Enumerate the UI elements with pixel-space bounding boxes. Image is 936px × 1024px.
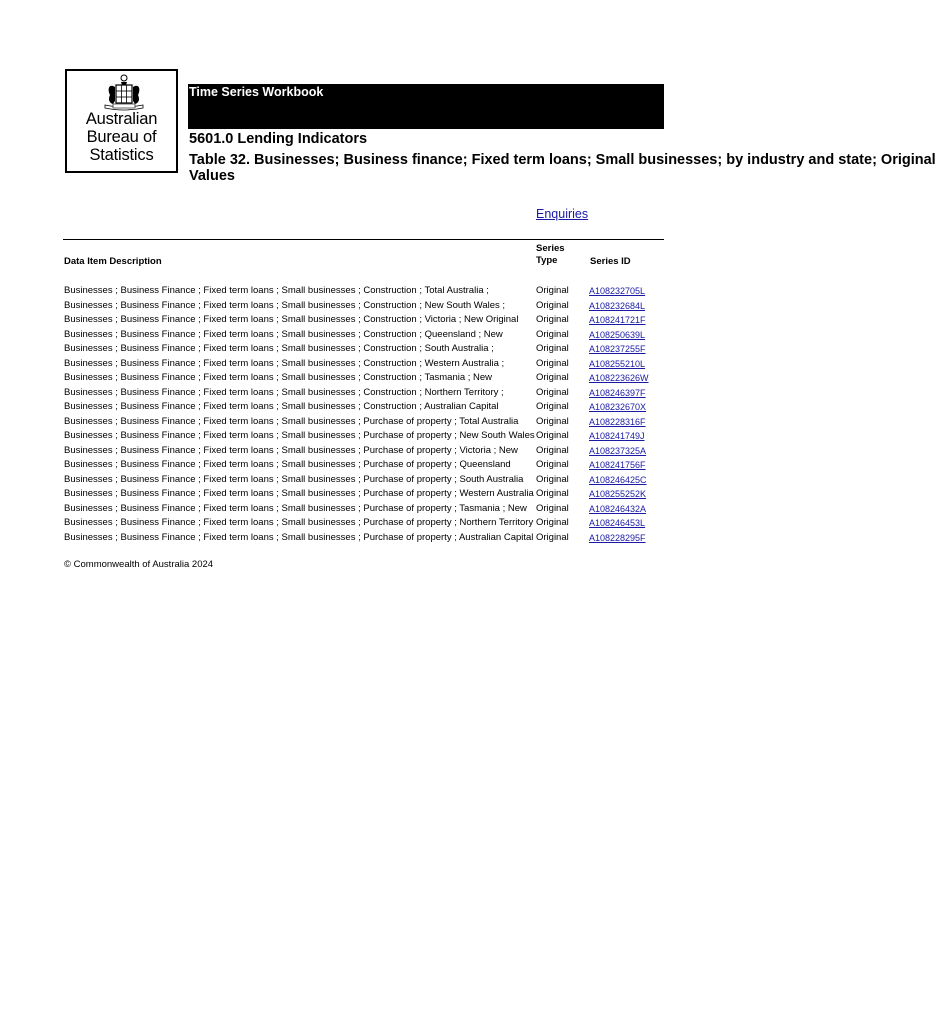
row-description: Businesses ; Business Finance ; Fixed term loans ; Small businesses ; Purchase of property ; Northern Territory [64,517,534,528]
table-row [64,400,664,415]
row-series-type: Original [536,386,569,398]
row-series-type: Original [536,459,569,470]
series-id-link[interactable]: A108228316F [589,416,646,427]
row-series-type: Original [536,502,569,514]
page-title: 5601.0 Lending Indicators [189,131,368,147]
series-id-link[interactable]: A108237255F [589,344,646,354]
table-row [64,473,664,488]
row-description: Businesses ; Business Finance ; Fixed term loans ; Small businesses ; Construction ; Australian Capital [64,401,499,412]
logo-wordmark [67,110,176,164]
series-id-link[interactable]: A108250639L [589,329,646,340]
row-description: Businesses ; Business Finance ; Fixed term loans ; Small businesses ; Construction ; Northern Territory ; [64,386,504,398]
logo-line-3: Statistics [89,146,154,164]
row-series-type: Original [536,473,569,485]
row-description: Businesses ; Business Finance ; Fixed term loans ; Small businesses ; Construction ; Queensland ; New [64,328,503,340]
table-row [64,299,664,314]
table-title [189,152,936,184]
row-description: Businesses ; Business Finance ; Fixed term loans ; Small businesses ; Purchase of property ; New South Wales [64,430,535,441]
row-description: Businesses ; Business Finance ; Fixed term loans ; Small businesses ; Purchase of property ; South Australia [64,473,524,485]
logo-line-1: Australian [85,110,158,128]
column-header-series-type: Series Type [536,243,565,266]
column-header-series-id: Series ID [590,256,631,267]
row-description: Businesses ; Business Finance ; Fixed term loans ; Small businesses ; Construction ; Victoria ; New Original [64,314,519,325]
row-series-type: Original [536,517,569,528]
table-row [64,502,664,517]
row-description: Businesses ; Business Finance ; Fixed term loans ; Small businesses ; Construction ; South Australia ; [64,343,494,354]
enquiries-link[interactable]: Enquiries [536,207,589,221]
row-description: Businesses ; Business Finance ; Fixed term loans ; Small businesses ; Purchase of property ; Tasmania ; New [64,502,527,514]
series-id-link[interactable]: A108228295F [589,532,646,543]
table-row [64,516,664,531]
table-row [64,357,664,372]
abs-logo [65,69,178,173]
row-series-type: Original [536,488,569,499]
series-id-link[interactable]: A108246453L [589,518,646,528]
series-table [64,284,664,545]
series-id-link[interactable]: A108232684L [589,300,646,311]
table-row [64,444,664,459]
row-description: Businesses ; Business Finance ; Fixed term loans ; Small businesses ; Construction ; Tasmania ; New [64,372,493,383]
table-row [64,386,664,401]
series-id-link[interactable]: A108255252K [589,489,647,499]
row-series-type: Original [536,343,569,354]
row-description: Businesses ; Business Finance ; Fixed term loans ; Small businesses ; Purchase of property ; Total Australia [64,415,519,427]
series-id-link[interactable]: A108237325A [589,445,647,456]
series-id-link[interactable]: A108232670X [589,402,647,412]
table-title-line-1: Table 32. Businesses; Business finance; Fixed term loans; Small businesses; by industry and state; Original [189,152,936,168]
banner-title: Time Series Workbook [189,85,324,99]
series-id-link[interactable]: A108241749J [589,431,645,441]
row-series-type: Original [536,444,569,456]
table-title-line-2: Values [189,168,235,184]
row-description: Businesses ; Business Finance ; Fixed term loans ; Small businesses ; Purchase of property ; Australian Capital [64,531,534,543]
row-description: Businesses ; Business Finance ; Fixed term loans ; Small businesses ; Construction ; Western Australia ; [64,357,505,369]
row-series-type: Original [536,372,569,383]
logo-line-2: Bureau of [86,128,157,146]
row-series-type: Original [536,314,569,325]
series-id-link[interactable]: A108241721F [589,315,646,325]
table-row [64,415,664,430]
series-id-link[interactable]: A108246425C [589,474,647,485]
row-description: Businesses ; Business Finance ; Fixed term loans ; Small businesses ; Construction ; New South Wales ; [64,299,506,311]
column-header-description: Data Item Description [64,256,162,267]
row-series-type: Original [536,357,569,369]
table-row [64,531,664,546]
series-id-link[interactable]: A108241756F [589,460,646,470]
row-series-type: Original [536,430,569,441]
row-description: Businesses ; Business Finance ; Fixed term loans ; Small businesses ; Construction ; Total Australia ; [64,285,489,296]
coat-of-arms-icon [97,73,151,111]
series-id-link[interactable]: A108246397F [589,387,646,398]
series-id-link[interactable]: A108246432A [589,503,647,514]
copyright-notice: © Commonwealth of Australia 2024 [64,559,214,570]
row-series-type: Original [536,299,569,311]
row-series-type: Original [536,285,569,296]
row-series-type: Original [536,415,569,427]
table-row [64,458,664,473]
series-id-link[interactable]: A108223626W [589,373,649,383]
header-divider [63,239,664,240]
table-row [64,487,664,502]
row-series-type: Original [536,328,569,340]
row-description: Businesses ; Business Finance ; Fixed term loans ; Small businesses ; Purchase of property ; Western Australia [64,488,534,499]
row-description: Businesses ; Business Finance ; Fixed term loans ; Small businesses ; Purchase of property ; Victoria ; New [64,444,518,456]
series-id-link[interactable]: A108232705L [589,286,646,296]
table-row [64,313,664,328]
table-row [64,284,664,299]
table-row [64,429,664,444]
table-row [64,342,664,357]
row-description: Businesses ; Business Finance ; Fixed term loans ; Small businesses ; Purchase of property ; Queensland [64,459,511,470]
table-row [64,328,664,343]
table-row [64,371,664,386]
row-series-type: Original [536,531,569,543]
row-series-type: Original [536,401,569,412]
workbook-banner [188,84,664,129]
series-id-link[interactable]: A108255210L [589,358,646,369]
